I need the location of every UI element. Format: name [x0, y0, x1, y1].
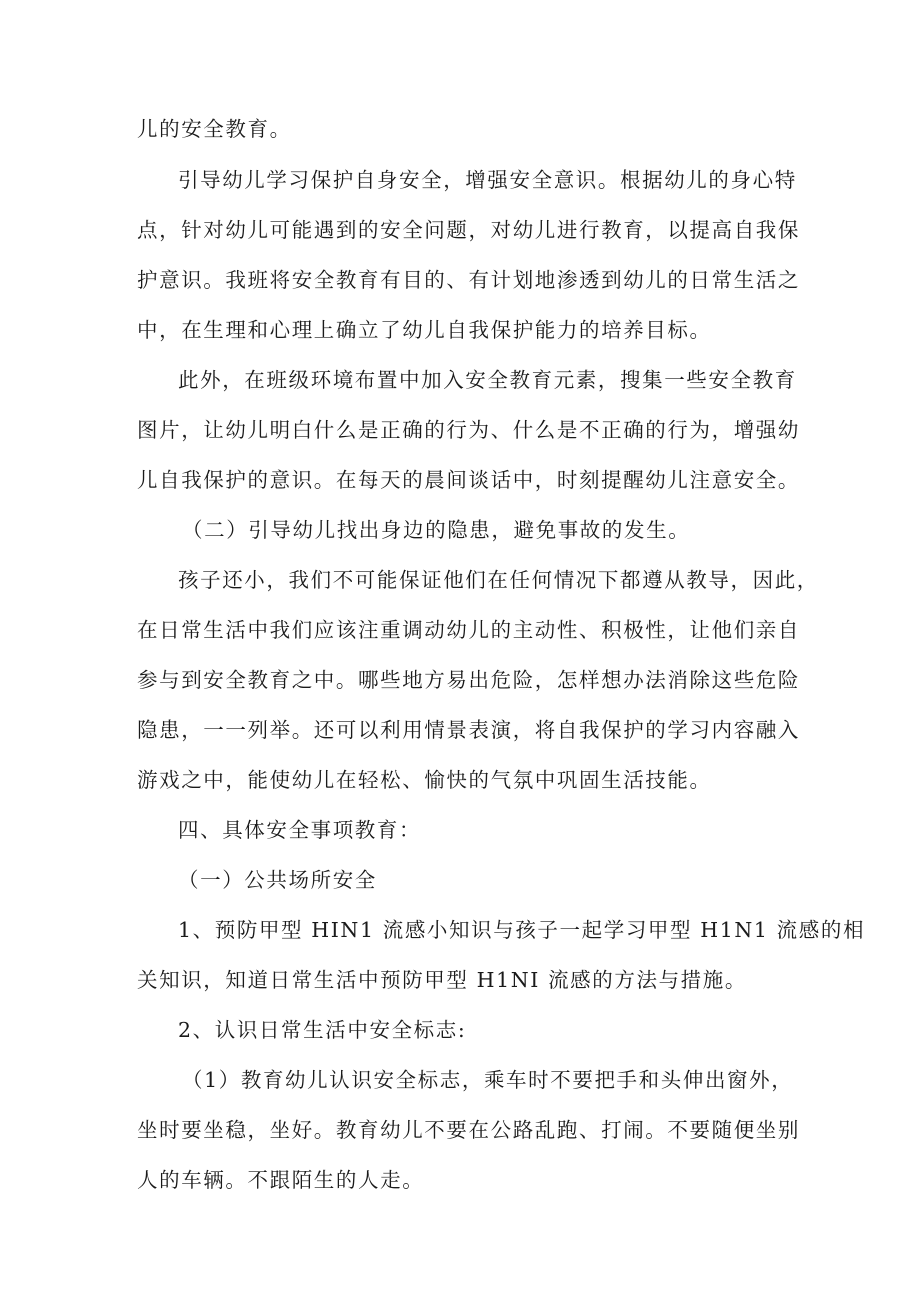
text-line: 在日常生活中我们应该注重调动幼儿的主动性、积极性，让他们亲自 [137, 618, 800, 642]
text-line: 点，针对幼儿可能遇到的安全问题，对幼儿进行教育，以提高自我保 [137, 218, 800, 242]
text-line: 参与到安全教育之中。哪些地方易出危险，怎样想办法消除这些危险 [137, 668, 800, 692]
paragraph-first-line: 1、预防甲型 HIN1 流感小知识与孩子一起学习甲型 H1N1 流感的相 [178, 918, 866, 942]
paragraph-first-line: （1）教育幼儿认识安全标志，乘车时不要把手和头伸出窗外， [182, 1068, 794, 1092]
text-line: 关知识，知道日常生活中预防甲型 H1NI 流感的方法与措施。 [137, 968, 747, 992]
text-line: 护意识。我班将安全教育有目的、有计划地渗透到幼儿的日常生活之 [137, 268, 800, 292]
text-line: 儿自我保护的意识。在每天的晨间谈话中，时刻提醒幼儿注意安全。 [137, 468, 800, 492]
paragraph-first-line: 引导幼儿学习保护自身安全，增强安全意识。根据幼儿的身心特 [178, 168, 797, 192]
paragraph-first-line: 孩子还小，我们不可能保证他们在任何情况下都遵从教导，因此， [178, 568, 819, 592]
subsection-heading: （一）公共场所安全 [178, 868, 377, 892]
text-line: 人的车辆。不跟陌生的人走。 [137, 1168, 425, 1192]
text-line: 中，在生理和心理上确立了幼儿自我保护能力的培养目标。 [137, 318, 712, 342]
section-heading: （二）引导幼儿找出身边的隐患，避免事故的发生。 [182, 518, 691, 542]
text-line: 儿的安全教育。 [137, 117, 292, 141]
paragraph-first-line: 此外，在班级环境布置中加入安全教育元素，搜集一些安全教育 [178, 368, 797, 392]
section-heading: 四、具体安全事项教育： [178, 818, 422, 842]
text-line: 图片，让幼儿明白什么是正确的行为、什么是不正确的行为，增强幼 [137, 418, 800, 442]
text-line: 游戏之中，能使幼儿在轻松、愉快的气氛中巩固生活技能。 [137, 768, 712, 792]
list-item: 2、认识日常生活中安全标志: [178, 1018, 467, 1042]
text-line: 坐时要坐稳，坐好。教育幼儿不要在公路乱跑、打闹。不要随便坐别 [137, 1118, 800, 1142]
text-line: 隐患，一一列举。还可以利用情景表演，将自我保护的学习内容融入 [137, 718, 800, 742]
